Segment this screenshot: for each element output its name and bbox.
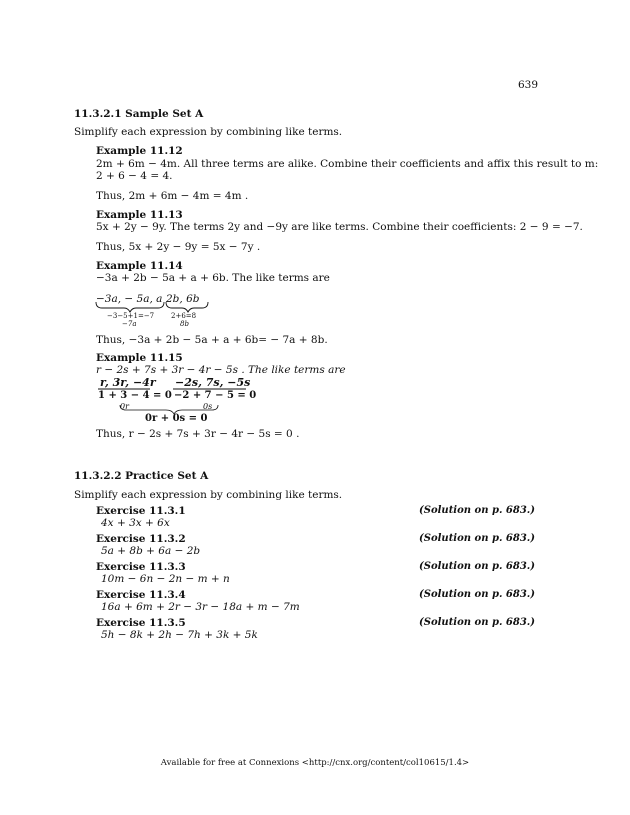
example-text: 2 + 6 − 4 = 4.: [96, 170, 173, 182]
like-terms-group-r: r, 3r, −4r: [100, 376, 156, 389]
page-number: 639: [517, 79, 538, 91]
coefficient-sum-a: −3−5+1=−7: [107, 312, 155, 320]
example-title: Example 11.14: [96, 260, 183, 272]
page-footer[interactable]: Available for free at Connexions <http://cnx.org/content/col10615/1.4>: [160, 758, 470, 768]
exercise-expression: 5a + 8b + 6a − 2b: [101, 545, 201, 557]
like-terms-group-a: −3a, − 5a, a: [96, 293, 163, 305]
example-text: 5x + 2y − 9y. The terms 2y and −9y are like terms. Combine their coefficients: 2 − 9 = −7.: [96, 221, 583, 233]
exercise-title: Exercise 11.3.2: [96, 533, 186, 545]
exercise-expression: 16a + 6m + 2r − 3r − 18a + m − 7m: [101, 601, 300, 613]
section-intro: Simplify each expression by combining like terms.: [74, 489, 343, 501]
example-result: Thus, r − 2s + 7s + 3r − 4r − 5s = 0 .: [96, 428, 300, 440]
coefficient-sum-b: 2+6=8: [171, 312, 197, 320]
exercise-title: Exercise 11.3.4: [96, 589, 186, 601]
example-title: Example 11.15: [96, 352, 183, 364]
combined-zero: 0r + 0s = 0: [145, 413, 208, 424]
example-result: Thus, 5x + 2y − 9y = 5x − 7y .: [96, 241, 261, 253]
section-intro: Simplify each expression by combining like terms.: [74, 126, 343, 138]
coefficient-sum-s: −2 + 7 − 5 = 0: [174, 390, 257, 401]
example-title: Example 11.13: [96, 209, 183, 221]
exercise-expression: 5h − 8k + 2h − 7h + 3k + 5k: [101, 629, 258, 641]
example-text: −3a + 2b − 5a + a + 6b. The like terms are: [96, 272, 330, 284]
like-terms-group-b: 2b, 6b: [166, 293, 200, 305]
example-title: Example 11.12: [96, 145, 183, 157]
exercise-expression: 10m − 6n − 2n − m + n: [101, 573, 230, 585]
exercise-title: Exercise 11.3.5: [96, 617, 186, 629]
solution-link[interactable]: (Solution on p. 683.): [419, 533, 535, 544]
exercise-expression: 4x + 3x + 6x: [101, 517, 170, 529]
zero-term-r: 0r: [120, 402, 129, 411]
combined-term-b: 8b: [180, 320, 189, 328]
zero-term-s: 0s: [203, 402, 213, 411]
section-heading-practice-set: 11.3.2.2 Practice Set A: [74, 470, 209, 482]
solution-link[interactable]: (Solution on p. 683.): [419, 505, 535, 516]
exercise-title: Exercise 11.3.1: [96, 505, 186, 517]
solution-link[interactable]: (Solution on p. 683.): [419, 561, 535, 572]
combined-term-a: −7a: [122, 320, 137, 328]
section-heading-sample-set: 11.3.2.1 Sample Set A: [74, 108, 204, 120]
coefficient-sum-r: 1 + 3 − 4 = 0: [98, 390, 172, 401]
solution-link[interactable]: (Solution on p. 683.): [419, 617, 535, 628]
example-result: Thus, 2m + 6m − 4m = 4m .: [96, 190, 249, 202]
solution-link[interactable]: (Solution on p. 683.): [419, 589, 535, 600]
exercise-title: Exercise 11.3.3: [96, 561, 186, 573]
like-terms-group-s: −2s, 7s, −5s: [175, 376, 251, 389]
example-result: Thus, −3a + 2b − 5a + a + 6b= − 7a + 8b.: [96, 334, 328, 346]
example-text: 2m + 6m − 4m. All three terms are alike. Combine their coefficients and affix this result to m:: [96, 158, 599, 170]
example-text: r − 2s + 7s + 3r − 4r − 5s . The like terms are: [96, 364, 346, 376]
